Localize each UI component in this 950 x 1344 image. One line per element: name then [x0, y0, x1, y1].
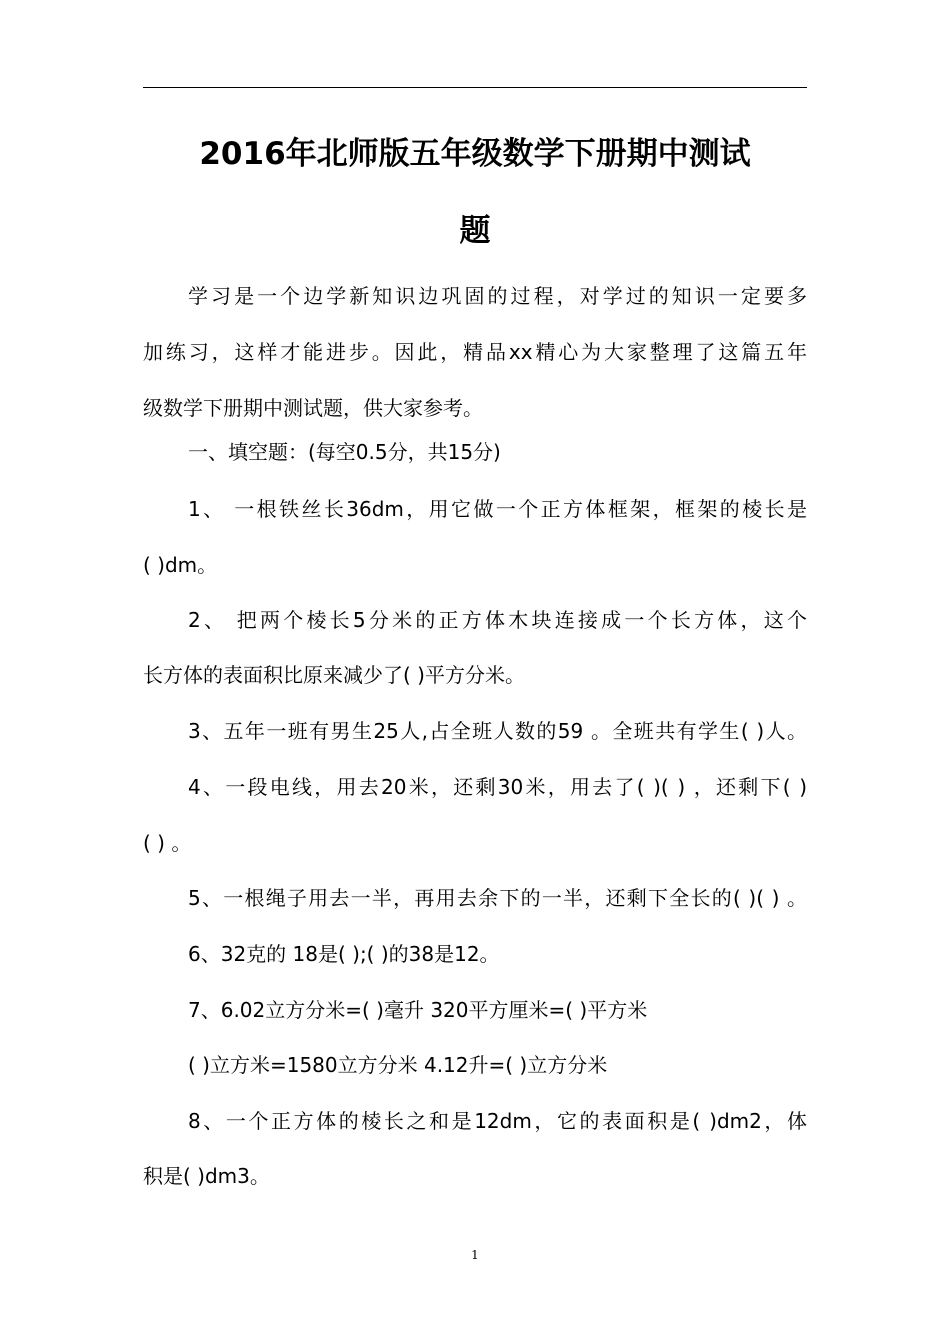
intro-line-1: 学习是一个边学新知识边巩固的过程，对学过的知识一定要多	[188, 284, 807, 308]
question-2-line-1: 2、 把两个棱长5分米的正方体木块连接成一个长方体，这个	[188, 608, 807, 632]
section-heading: 一、填空题：(每空0.5分，共15分)	[188, 440, 501, 464]
question-5: 5、一根绳子用去一半，再用去余下的一半，还剩下全长的( )( ) 。	[188, 886, 807, 910]
question-8-line-2: 积是( )dm3。	[143, 1164, 270, 1188]
question-4-line-1: 4、一段电线，用去20米，还剩30米，用去了( )( ) ，还剩下( )	[188, 775, 807, 799]
question-4-line-2: ( ) 。	[143, 831, 192, 855]
intro-line-3: 级数学下册期中测试题，供大家参考。	[143, 396, 483, 420]
question-7-line-2: ( )立方米=1580立方分米 4.12升=( )立方分米	[188, 1053, 608, 1077]
question-2-line-2: 长方体的表面积比原来减少了( )平方分米。	[143, 663, 525, 687]
question-8-line-1: 8、一个正方体的棱长之和是12dm，它的表面积是( )dm2，体	[188, 1109, 807, 1133]
document-title-line-1: 2016年北师版五年级数学下册期中测试	[199, 136, 751, 172]
question-6: 6、32克的 18是( );( )的38是12。	[188, 942, 500, 966]
question-1-line-2: ( )dm。	[143, 553, 218, 577]
question-7-line-1: 7、6.02立方分米=( )毫升 320平方厘米=( )平方米	[188, 998, 648, 1022]
question-1-line-1: 1、 一根铁丝长36dm，用它做一个正方体框架，框架的棱长是	[188, 497, 807, 521]
header-rule	[143, 87, 807, 88]
page-number: 1	[471, 1248, 479, 1262]
intro-line-2: 加练习，这样才能进步。因此，精品xx精心为大家整理了这篇五年	[143, 340, 807, 364]
document-title-line-2: 题	[459, 213, 491, 249]
question-3: 3、五年一班有男生25人,占全班人数的59 。全班共有学生( )人。	[188, 719, 807, 743]
